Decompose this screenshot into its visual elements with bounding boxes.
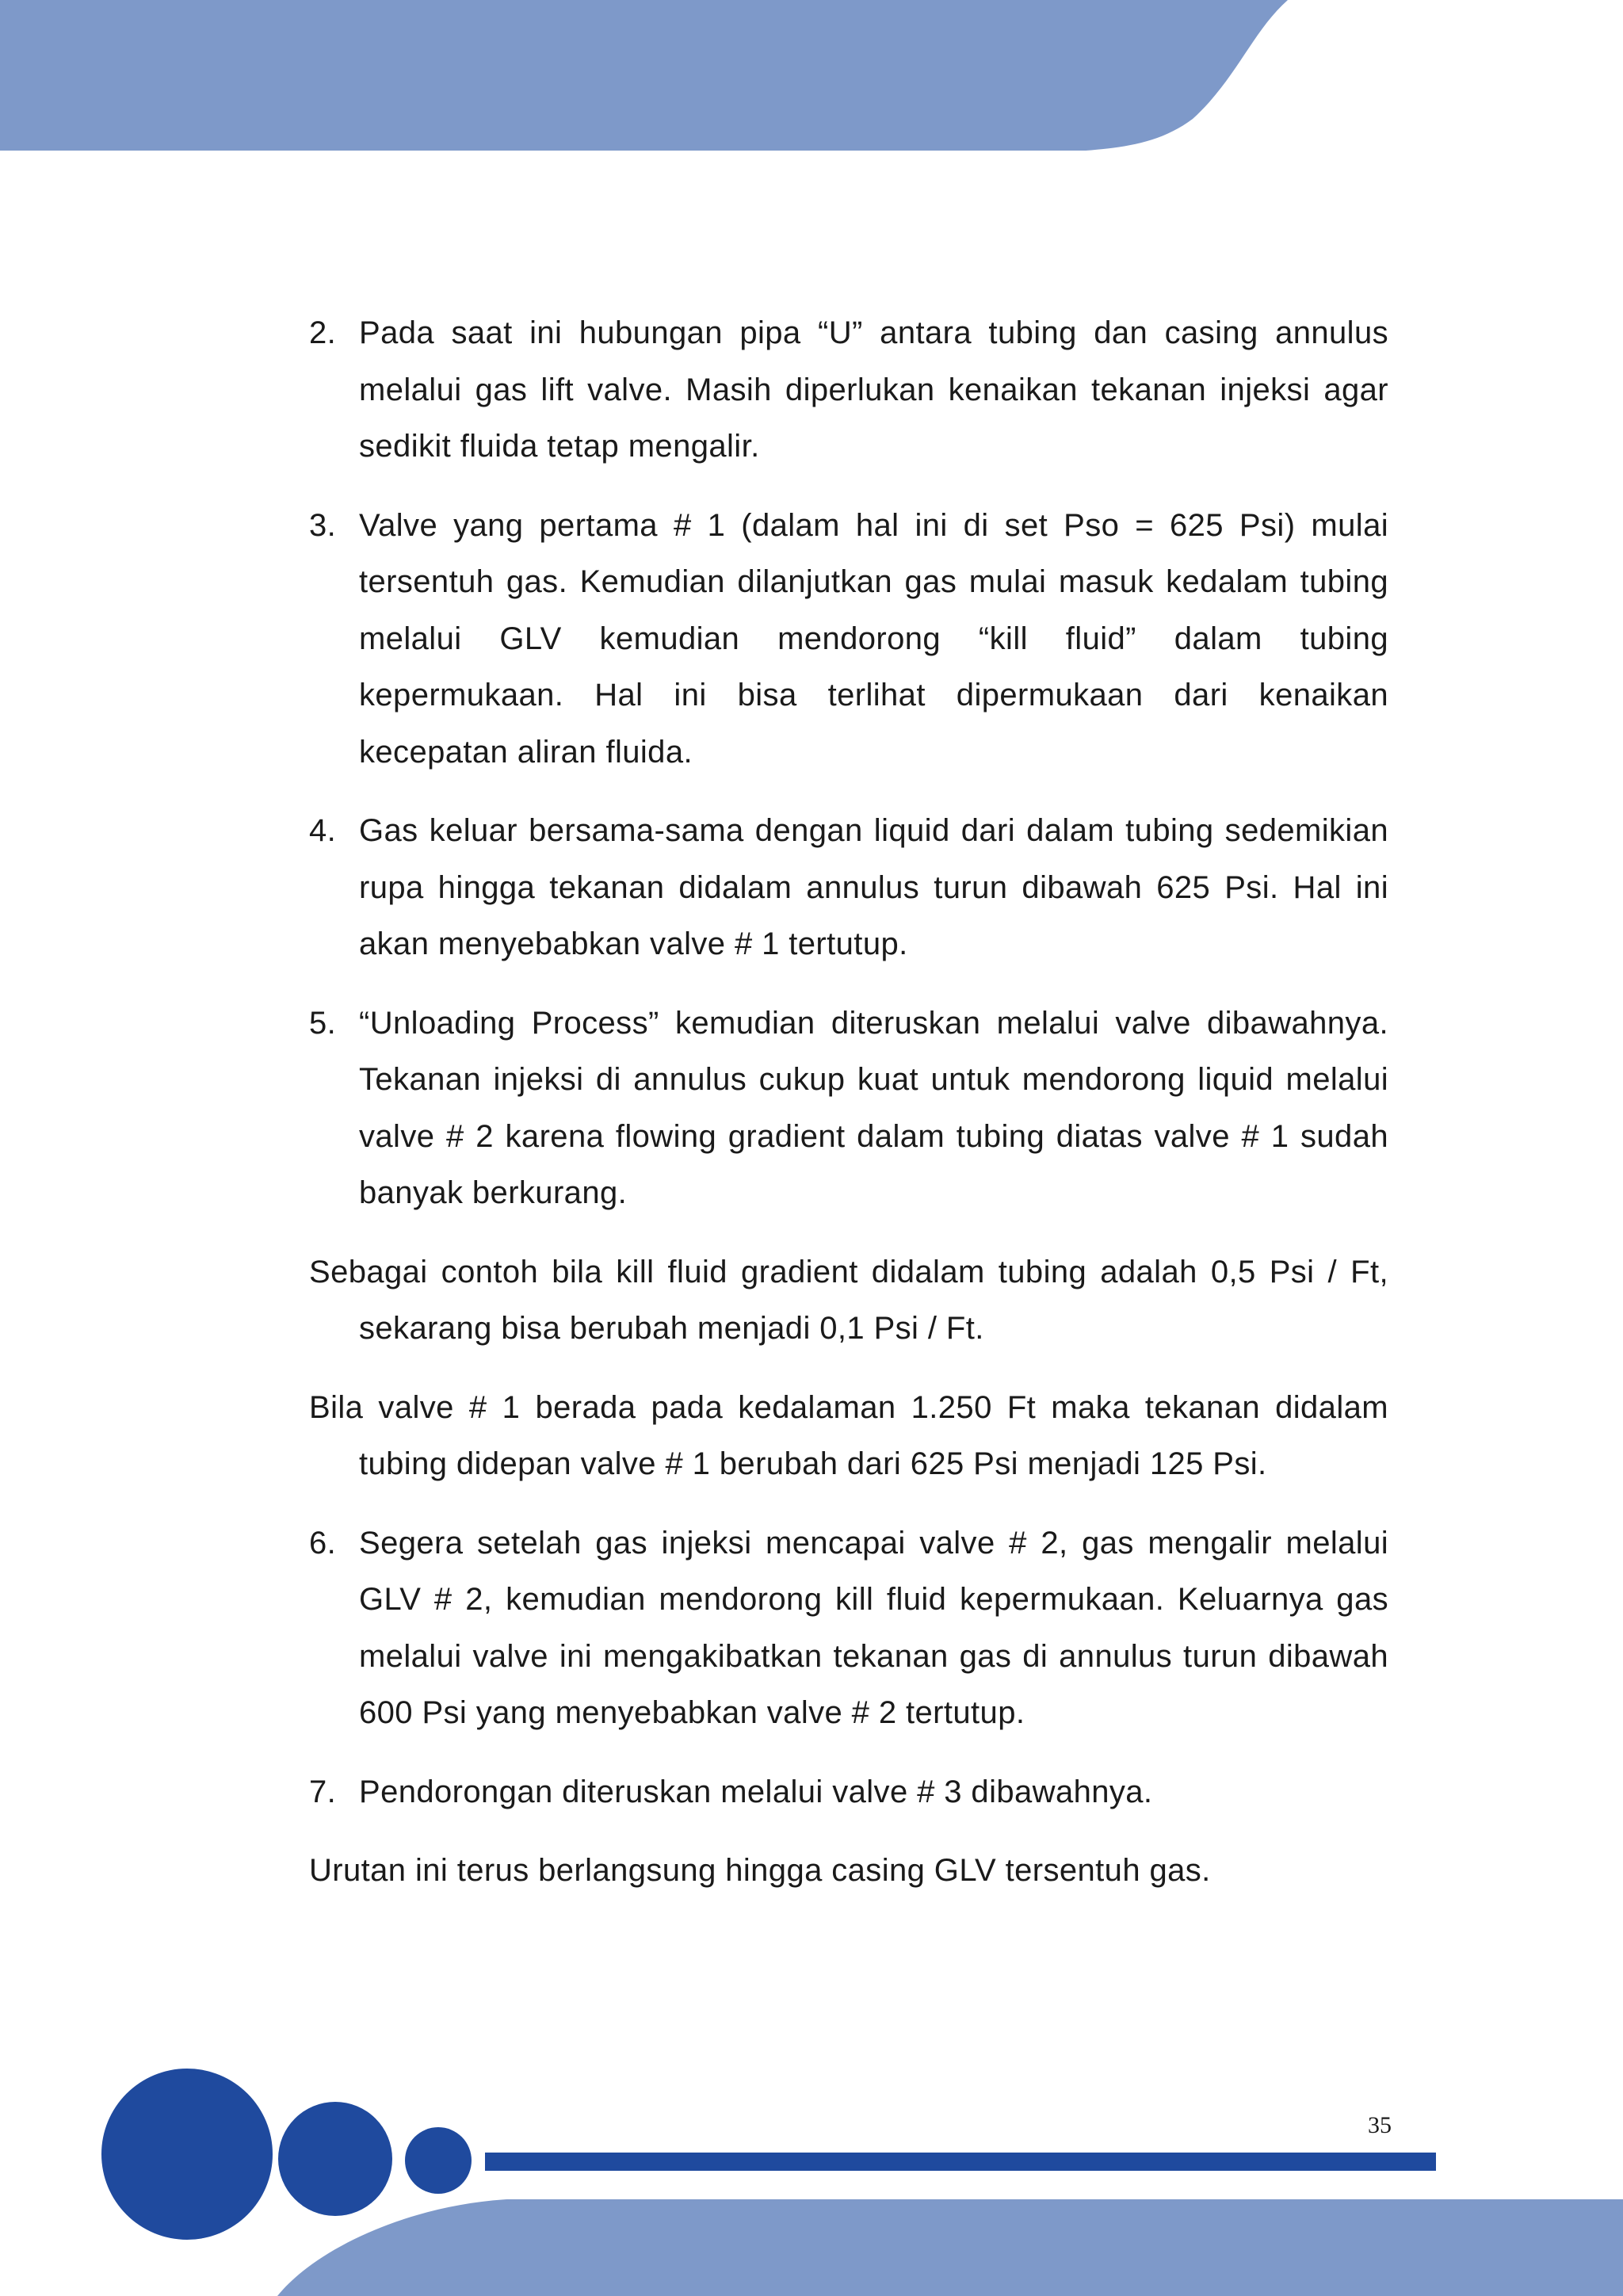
list-text: Pendorongan diteruskan melalui valve # 3 dibawahnya.: [359, 1774, 1153, 1809]
small-dot: [405, 2127, 472, 2194]
list-text: Segera setelah gas injeksi mencapai valve # 2, gas mengalir melalui GLV # 2, kemudian mendorong kill fluid kepermukaan. Keluarnya gas melalui valve ini mengakibatkan tekanan gas di annulus turun dibawah 600 Psi yang menyebabkan valve # 2 tertutup.: [359, 1525, 1388, 1730]
paragraph-valve-depth: Bila valve # 1 berada pada kedalaman 1.250 Ft maka tekanan didalam tubing didepan valve # 1 berubah dari 625 Psi menjadi 125 Psi.: [309, 1389, 1388, 1481]
large-dot: [101, 2069, 273, 2240]
paragraph-example: Sebagai contoh bila kill fluid gradient didalam tubing adalah 0,5 Psi / Ft, sekarang bisa berubah menjadi 0,1 Psi / Ft.: [309, 1254, 1388, 1346]
list-item-2: [309, 305, 1388, 476]
paragraph-final: Urutan ini terus berlangsung hingga casing GLV tersentuh gas.: [309, 1853, 1211, 1888]
list-item-4: [309, 803, 1388, 973]
list-text: Valve yang pertama # 1 (dalam hal ini di set Pso = 625 Psi) mulai tersentuh gas. Kemudian dilanjutkan gas mulai masuk kedalam tubing melalui GLV kemudian mendorong “kill fluid” dalam tubing kepermukaan. Hal ini bisa terlihat dipermukaan dari kenaikan kecepatan aliran fluida.: [359, 507, 1388, 770]
list-item-5: [309, 995, 1388, 1222]
list-number: 6.: [309, 1525, 337, 1561]
list-item-3: [309, 498, 1388, 781]
list-number: 2.: [309, 315, 337, 350]
header-band: [0, 0, 1623, 159]
list-item-6: [309, 1515, 1388, 1742]
footer-rule: [485, 2153, 1436, 2171]
medium-dot: [278, 2102, 392, 2216]
list-text: Gas keluar bersama-sama dengan liquid dari dalam tubing sedemikian rupa hingga tekanan didalam annulus turun dibawah 625 Psi. Hal ini akan menyebabkan valve # 1 tertutup.: [359, 813, 1388, 961]
list-item-7: [309, 1764, 1388, 1821]
list-text: Pada saat ini hubungan pipa “U” antara tubing dan casing annulus melalui gas lift valve. Masih diperlukan kenaikan tekanan injeksi agar sedikit fluida tetap mengalir.: [359, 315, 1388, 464]
list-number: 7.: [309, 1774, 337, 1809]
list-text: “Unloading Process” kemudian diteruskan melalui valve dibawahnya. Tekanan injeksi di annulus cukup kuat untuk mendorong liquid melalui valve # 2 karena flowing gradient dalam tubing diatas valve # 1 sudah banyak berkurang.: [359, 1005, 1388, 1210]
body-text: [309, 305, 1388, 1922]
list-number: 4.: [309, 813, 337, 848]
list-number: 5.: [309, 1005, 337, 1041]
page-number: 35: [1368, 2112, 1392, 2138]
footer-band: [277, 2199, 1623, 2296]
list-number: 3.: [309, 507, 337, 543]
